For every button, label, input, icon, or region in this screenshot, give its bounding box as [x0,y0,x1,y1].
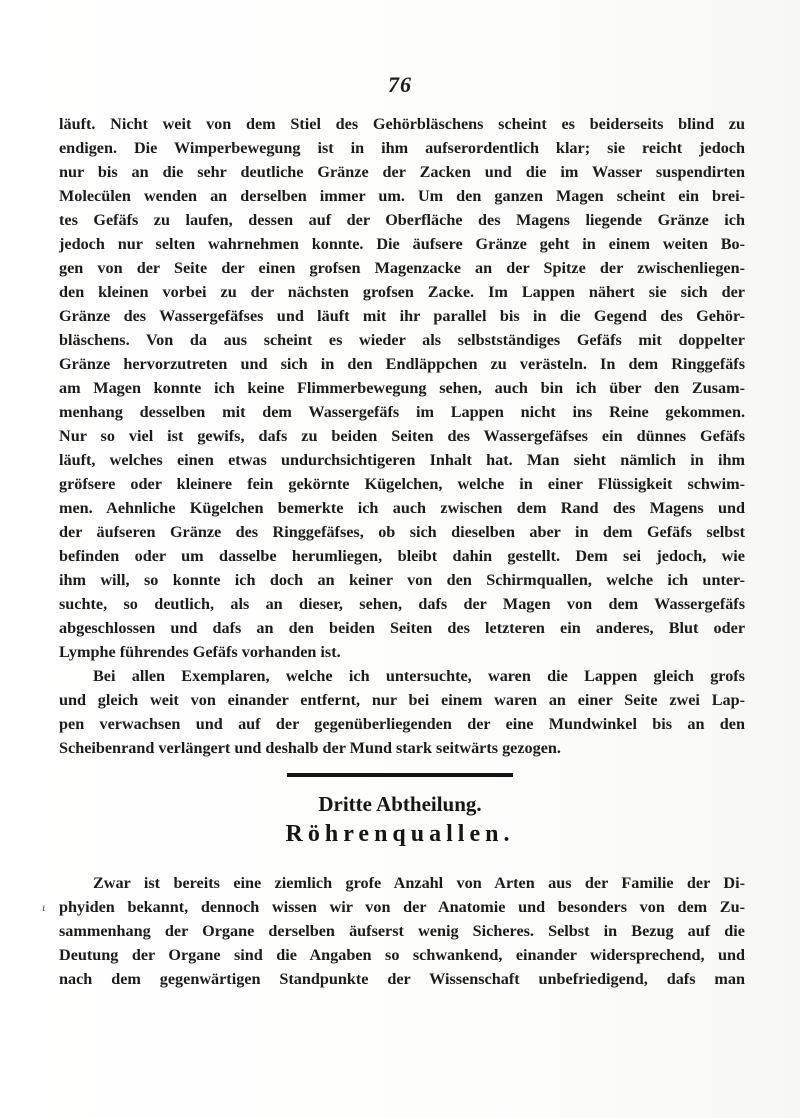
text-line: jedoch nur selten wahrnehmen konnte. Die äufsere Gränze geht in einem weiten Bo- [59,235,745,253]
text-line: Gränze hervorzutreten und sich in den Endläppchen zu verästeln. In dem Ringgefäfs [59,355,745,373]
text-line: abgeschlossen und dafs an den beiden Seiten des letzteren ein anderes, Blut oder [59,619,745,637]
section-heading: Dritte Abtheilung. [318,792,482,816]
text-line: Deutung der Organe sind die Angaben so schwankend, einander widersprechend, und [59,946,745,964]
paragraph-3 [59,871,745,991]
text-line: befinden oder um dasselbe herumliegen, bleibt dahin gestellt. Dem sei jedoch, wie [59,547,745,565]
chapter-heading: Röhrenquallen. [285,821,515,847]
text-line: endigen. Die Wimperbewegung ist in ihm aufserordentlich klar; sie reicht jedoch [59,139,745,157]
text-line: Scheibenrand verlängert und deshalb der Mund stark seitwärts gezogen. [59,739,561,757]
paragraph-1 [59,112,745,760]
text-line: phyiden bekannt, dennoch wissen wir von der Anatomie und besonders von dem Zu- [59,898,745,916]
text-line: men. Aehnliche Kügelchen bemerkte ich auch zwischen dem Rand des Magens und [59,499,745,517]
text-line: sammenhang der Organe derselben äufserst wenig Sicheres. Selbst in Bezug auf die [59,922,745,940]
text-line: der äufseren Gränze des Ringgefäfses, ob sich dieselben aber in dem Gefäfs selbst [59,523,745,541]
text-line: läuft, welches einen etwas undurchsichtigeren Inhalt hat. Man sieht nämlich in ihm [59,451,745,469]
text-line: gröfsere oder kleinere fein gekörnte Kügelchen, welche in einer Flüssigkeit schwim- [59,475,745,493]
text-line: menhang desselben mit dem Wassergefäfs im Lappen nicht ins Reine gekommen. [59,403,745,421]
text-line: tes Gefäfs zu laufen, dessen auf der Oberfläche des Magens liegende Gränze ich [59,211,745,229]
page-number: 76 [388,72,412,97]
text-line: Gränze des Wassergefäfses und läuft mit ihr parallel bis in die Gegend des Gehör- [59,307,745,325]
text-line: Lymphe führendes Gefäfs vorhanden ist. [59,643,341,661]
text-line: suchte, so deutlich, als an dieser, sehen, dafs der Magen von dem Wassergefäfs [59,595,745,613]
text-line: den kleinen vorbei zu der nächsten grofsen Zacke. Im Lappen nähert sie sich der [59,283,745,301]
text-line: ihm will, so konnte ich doch an keiner von den Schirmquallen, welche ich unter- [59,571,745,589]
text-line: gen von der Seite der einen grofsen Magenzacke an der Spitze der zwischenliegen- [59,259,745,277]
text-line: Bei allen Exemplaren, welche ich untersuchte, waren die Lappen gleich grofs [93,667,745,685]
text-line: Molecülen wenden an derselben immer um. Um den ganzen Magen scheint ein brei- [59,187,745,205]
text-line: nach dem gegenwärtigen Standpunkte der Wissenschaft unbefriedigend, dafs man [59,970,745,988]
text-line: bläschens. Von da aus scheint es wieder als selbstständiges Gefäfs mit doppelter [59,331,745,349]
section-divider [287,773,513,777]
text-line: und gleich weit von einander entfernt, nur bei einem waren an einer Seite zwei Lap- [59,691,745,709]
text-line: nur bis an die sehr deutliche Gränze der Zacken und die im Wasser suspendirten [59,163,745,181]
text-line: am Magen konnte ich keine Flimmerbewegung sehen, auch bin ich über den Zusam- [59,379,745,397]
text-line: Zwar ist bereits eine ziemlich grofe Anzahl von Arten aus der Familie der Di- [93,874,745,892]
margin-mark: ι [42,900,46,914]
text-line: pen verwachsen und auf der gegenüberliegenden der eine Mundwinkel bis an den [59,715,745,733]
text-line: Nur so viel ist gewifs, dafs zu beiden Seiten des Wassergefäfses ein dünnes Gefäfs [59,427,745,445]
text-line: läuft. Nicht weit von dem Stiel des Gehörbläschens scheint es beiderseits blind zu [59,115,745,133]
